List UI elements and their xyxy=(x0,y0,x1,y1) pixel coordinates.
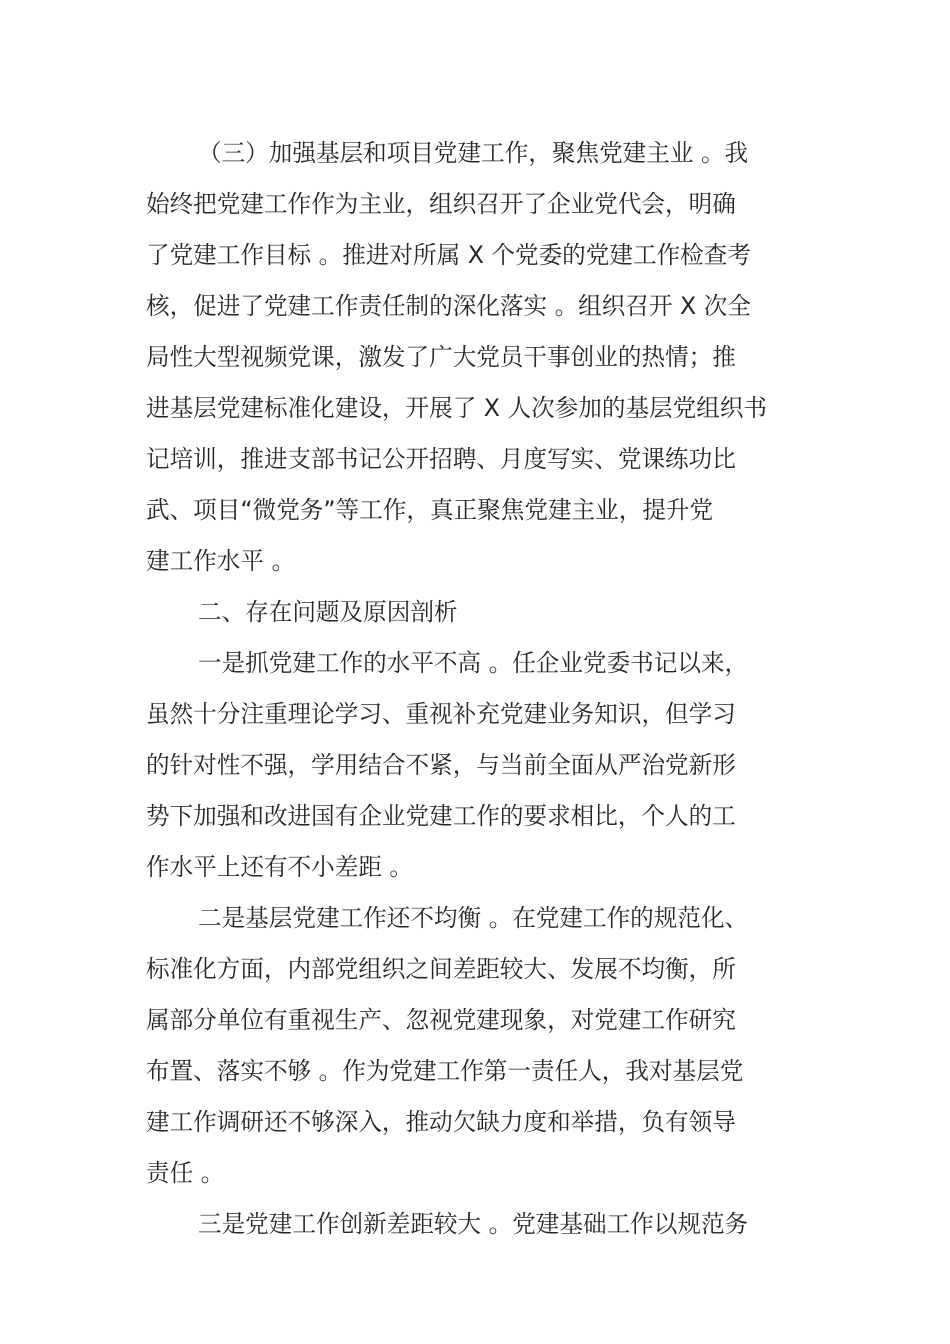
paragraph-1-line-5: 局性大型视频党课，激发了广大党员干事创业的热情；推 xyxy=(146,343,736,371)
paragraph-1-line-3: 了党建工作目标 。推进对所属 X 个党委的党建工作检查考 xyxy=(146,241,751,269)
paragraph-1-line-7: 记培训，推进支部书记公开招聘、月度写实、党课练功比 xyxy=(146,445,736,473)
paragraph-4-line-1: 三是党建工作创新差距较大 。党建基础工作以规范务 xyxy=(198,1210,749,1238)
paragraph-1-line-8: 武、项目“微党务”等工作，真正聚焦党建主业，提升党 xyxy=(146,496,714,524)
paragraph-3-line-6: 责任 。 xyxy=(146,1159,225,1187)
paragraph-3-line-3: 属部分单位有重视生产、忽视党建现象，对党建工作研究 xyxy=(146,1006,736,1034)
paragraph-3-line-4: 布置、落实不够 。作为党建工作第一责任人，我对基层党 xyxy=(146,1057,744,1085)
paragraph-2-line-4: 势下加强和改进国有企业党建工作的要求相比，个人的工 xyxy=(146,802,736,830)
paragraph-1-line-9: 建工作水平 。 xyxy=(146,547,296,575)
paragraph-1-line-1: （三）加强基层和项目党建工作，聚焦党建主业 。我 xyxy=(198,139,749,167)
paragraph-3-line-2: 标准化方面，内部党组织之间差距较大、发展不均衡，所 xyxy=(146,955,736,983)
section-heading: 二、存在问题及原因剖析 xyxy=(198,598,458,626)
paragraph-2-line-1: 一是抓党建工作的水平不高 。任企业党委书记以来， xyxy=(198,649,749,677)
paragraph-3-line-5: 建工作调研还不够深入，推动欠缺力度和举措，负有领导 xyxy=(146,1108,736,1136)
paragraph-2-line-5: 作水平上还有不小差距 。 xyxy=(146,853,414,881)
paragraph-1-line-4: 核，促进了党建工作责任制的深化落实 。组织召开 X 次全 xyxy=(146,292,751,320)
paragraph-1-line-6: 进基层党建标准化建设，开展了 X 人次参加的基层党组织书 xyxy=(146,394,768,422)
paragraph-2-line-2: 虽然十分注重理论学习、重视补充党建业务知识，但学习 xyxy=(146,700,736,728)
paragraph-1-line-2: 始终把党建工作作为主业，组织召开了企业党代会，明确 xyxy=(146,190,736,218)
paragraph-2-line-3: 的针对性不强，学用结合不紧，与当前全面从严治党新形 xyxy=(146,751,736,779)
paragraph-3-line-1: 二是基层党建工作还不均衡 。在党建工作的规范化、 xyxy=(198,904,749,932)
